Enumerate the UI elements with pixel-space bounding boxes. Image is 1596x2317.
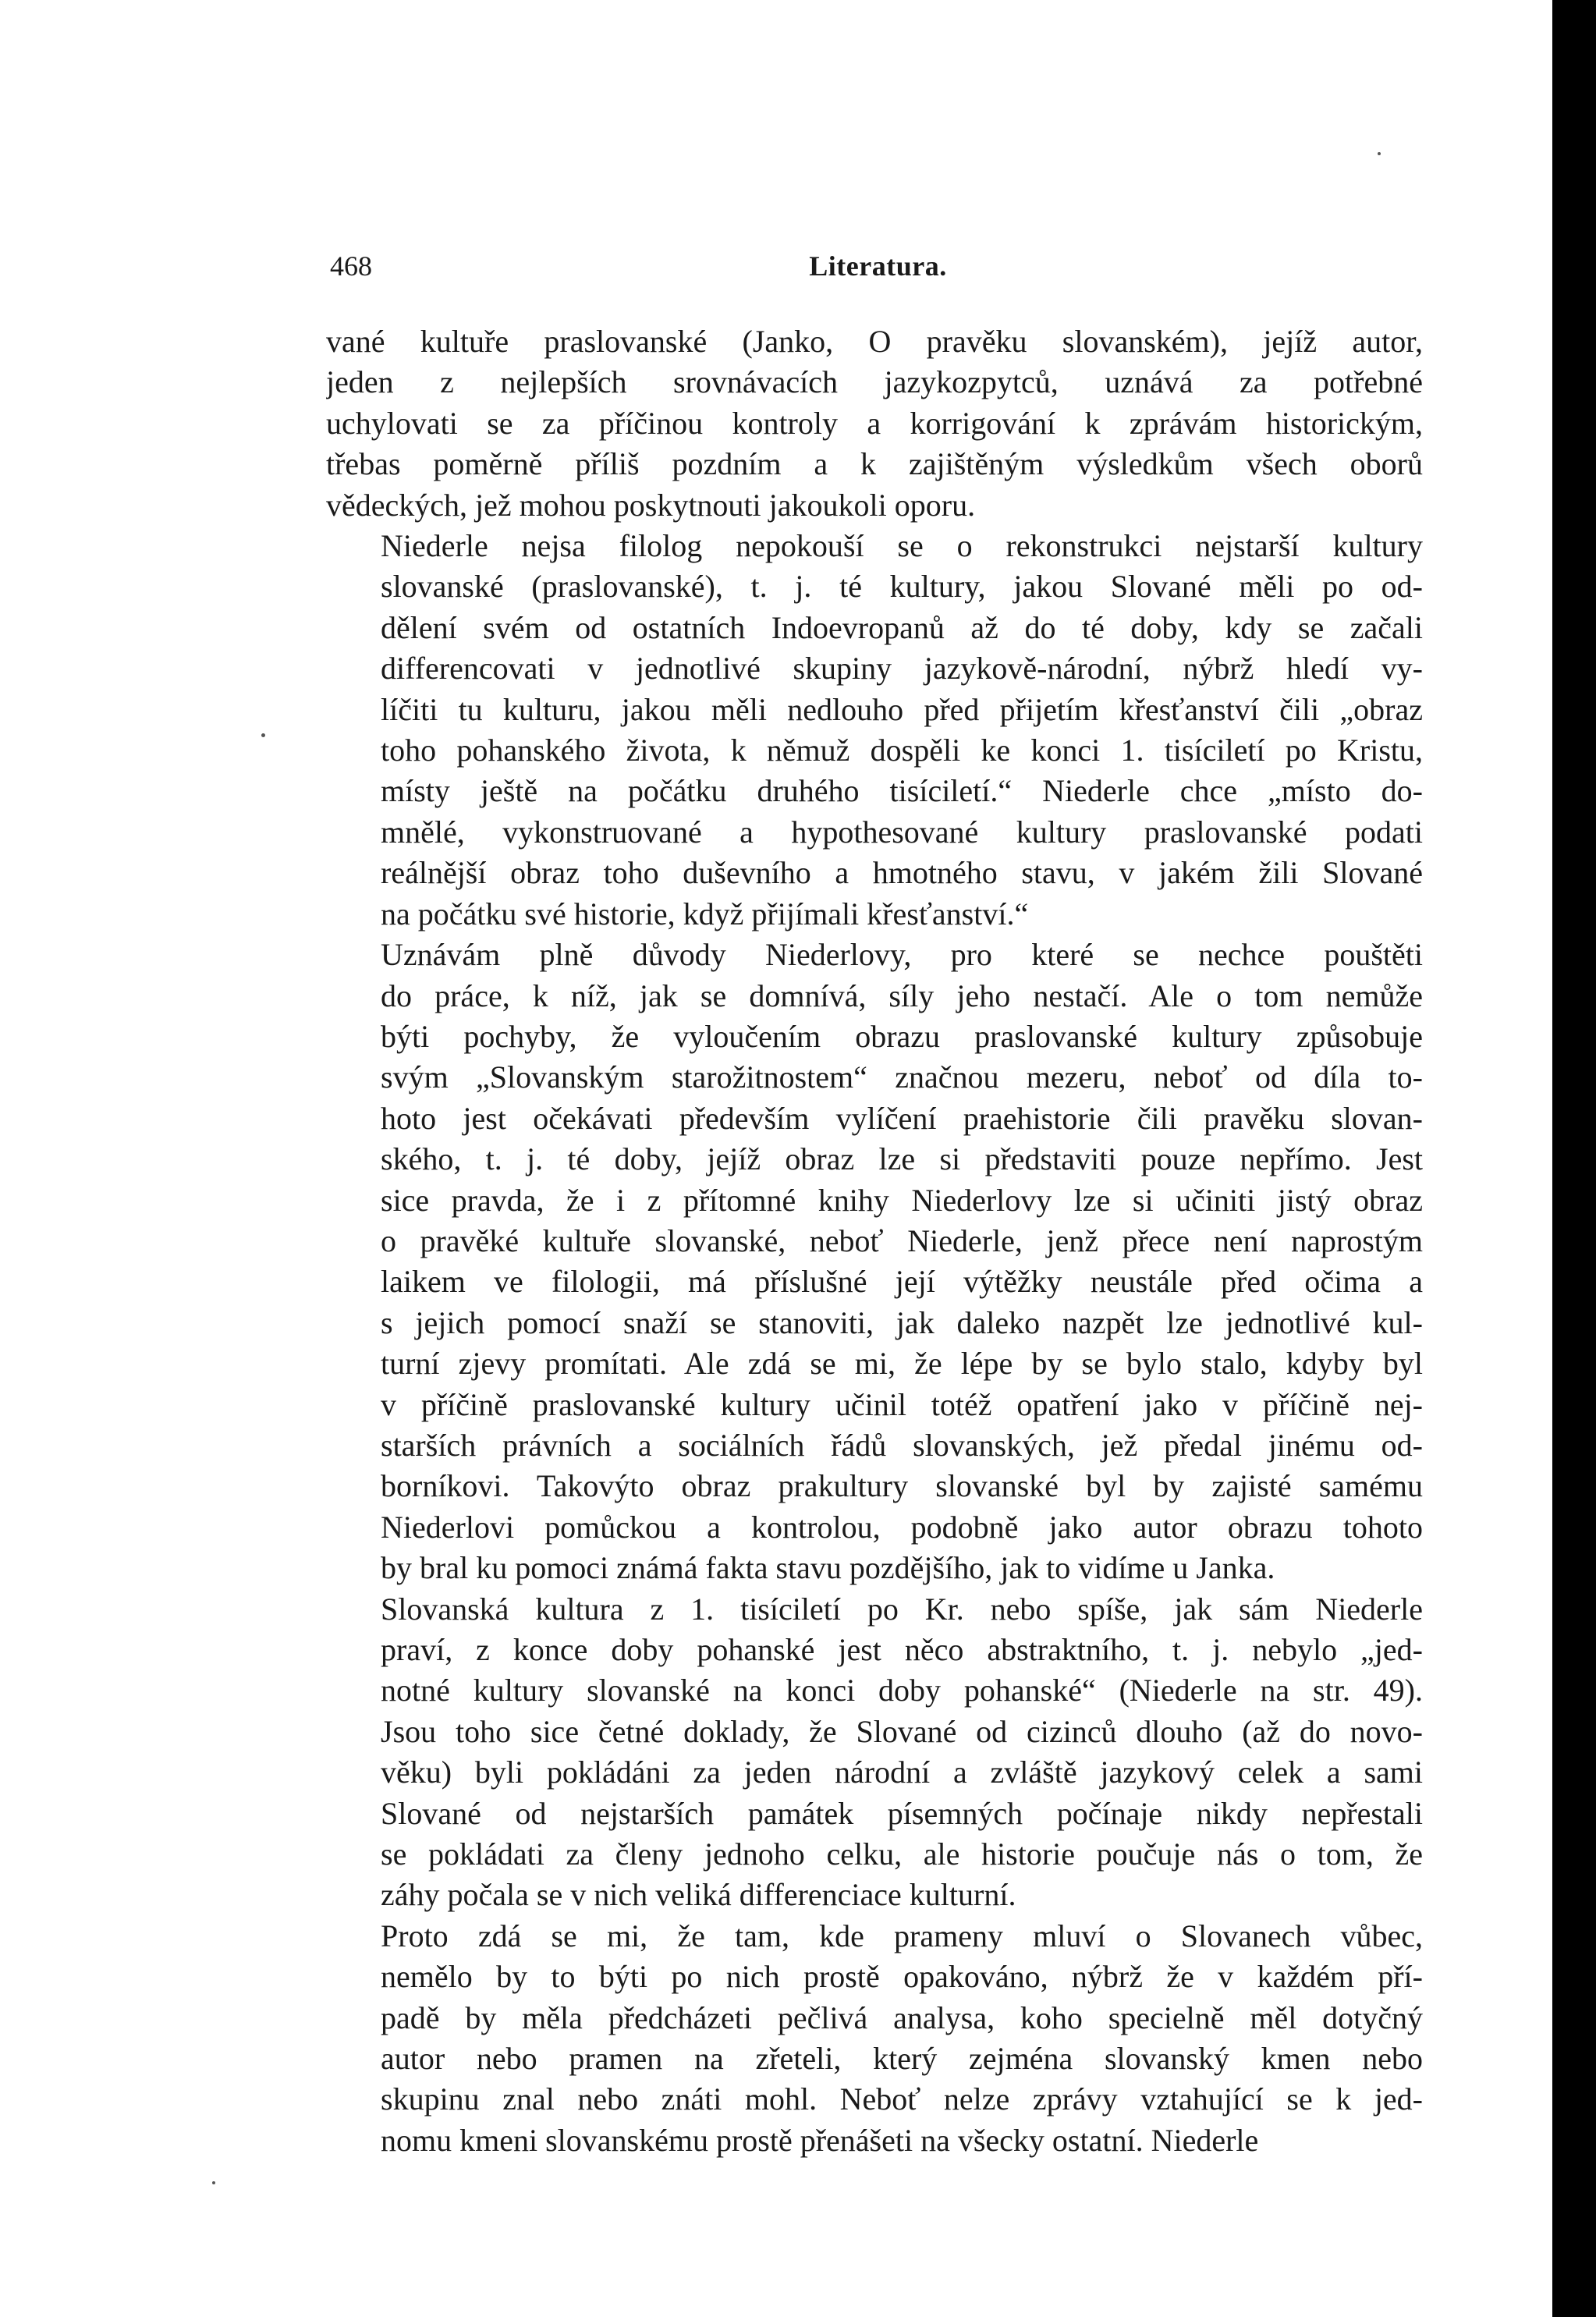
text-line: ského, t. j. té doby, jejíž obraz lze si představiti pouze nepřímo. Jest bbox=[381, 1141, 1423, 1177]
text-line: třebas poměrně příliš pozdním a k zajištěným výsledkům všech oborů bbox=[326, 446, 1423, 482]
text-line: notné kultury slovanské na konci doby pohanské“ (Niederle na str. 49). bbox=[381, 1673, 1423, 1708]
text-line: Slované od nejstarších památek písemných počínaje nikdy nepřestali bbox=[381, 1795, 1423, 1831]
paragraph bbox=[326, 526, 1423, 935]
text-line: Niederle nejsa filolog nepokouší se o rekonstrukci nejstarší kultury bbox=[381, 528, 1423, 564]
text-line: jeden z nejlepších srovnávacích jazykozpytců, uznává za potřebné bbox=[326, 364, 1423, 400]
text-line: se pokládati za členy jednoho celku, ale historie poučuje nás o tom, že bbox=[381, 1836, 1423, 1872]
text-line: s jejich pomocí snaží se stanoviti, jak daleko nazpět lze jednotlivé kul- bbox=[381, 1304, 1423, 1340]
text-line: věku) byli pokládáni za jeden národní a zvláště jazykový celek a sami bbox=[381, 1755, 1423, 1790]
text-line: býti pochyby, že vyloučením obrazu praslovanské kultury způsobuje bbox=[381, 1018, 1423, 1054]
text-line: na počátku své historie, když přijímali křesťanství.“ bbox=[381, 896, 1029, 931]
text-line: v příčině praslovanské kultury učinil totéž opatření jako v příčině nej- bbox=[381, 1386, 1423, 1422]
running-title: Literatura. bbox=[809, 250, 947, 282]
text-line: by bral ku pomoci známá fakta stavu pozdějšího, jak to vidíme u Janka. bbox=[381, 1550, 1275, 1586]
text-line: svým „Slovanským starožitnostem“ značnou mezeru, neboť od díla to- bbox=[381, 1059, 1423, 1095]
scan-border bbox=[1552, 0, 1596, 2317]
text-line: Uznávám plně důvody Niederlovy, pro které se nechce pouštěti bbox=[381, 937, 1423, 973]
text-line: uchylovati se za příčinou kontroly a korrigování k zprávám historickým, bbox=[326, 405, 1423, 441]
text-line: hoto jest očekávati především vylíčení praehistorie čili pravěku slovan- bbox=[381, 1100, 1423, 1136]
text-line: nomu kmeni slovanskému prostě přenášeti na všecky ostatní. Niederle bbox=[381, 2122, 1259, 2158]
scan-speck bbox=[261, 733, 265, 737]
text-line: záhy počala se v nich veliká differenciace kulturní. bbox=[381, 1877, 1016, 1913]
text-line: dělení svém od ostatních Indoevropanů až do té doby, kdy se začali bbox=[381, 609, 1423, 645]
text-line: vědeckých, jež mohou poskytnouti jakoukoli oporu. bbox=[326, 487, 976, 523]
text-line: turní zjevy promítati. Ale zdá se mi, že lépe by se bylo stalo, kdyby byl bbox=[381, 1346, 1423, 1382]
scan-speck bbox=[1378, 152, 1381, 155]
text-line: Jsou toho sice četné doklady, že Slované od cizinců dlouho (až do novo- bbox=[381, 1713, 1423, 1749]
text-line: skupinu znal nebo znáti mohl. Neboť nelze zprávy vztahující se k jed- bbox=[381, 2081, 1423, 2117]
text-line: praví, z konce doby pohanské jest něco abstraktního, t. j. nebylo „jed- bbox=[381, 1632, 1423, 1667]
text-line: laikem ve filologii, má příslušné její výtěžky neustále před očima a bbox=[381, 1264, 1423, 1300]
text-line: autor nebo pramen na zřeteli, který zejména slovanský kmen nebo bbox=[381, 2041, 1423, 2077]
text-line: starších právních a sociálních řádů slovanských, jež předal jinému od- bbox=[381, 1427, 1423, 1463]
text-line: líčiti tu kulturu, jakou měli nedlouho před přijetím křesťanství čili „obraz bbox=[381, 691, 1423, 727]
text-line: Slovanská kultura z 1. tisíciletí po Kr. nebo spíše, jak sám Niederle bbox=[381, 1591, 1423, 1627]
text-line: mnělé, vykonstruované a hypothesované kultury praslovanské podati bbox=[381, 814, 1423, 850]
body-text bbox=[326, 321, 1423, 2161]
text-line: padě by měla předcházeti pečlivá analysa, koho specielně měl dotyčný bbox=[381, 1999, 1423, 2035]
text-line: místy ještě na počátku druhého tisíciletí.“ Niederle chce „místo do- bbox=[381, 773, 1423, 809]
paragraph bbox=[326, 321, 1423, 526]
paragraph bbox=[326, 1916, 1423, 2161]
text-line: slovanské (praslovanské), t. j. té kultury, jakou Slované měli po od- bbox=[381, 569, 1423, 605]
text-line: differencovati v jednotlivé skupiny jazykově-národní, nýbrž hledí vy- bbox=[381, 651, 1423, 687]
text-line: borníkovi. Takovýto obraz prakultury slovanské byl by zajisté samému bbox=[381, 1468, 1423, 1504]
page-header bbox=[330, 250, 1426, 296]
text-line: do práce, k níž, jak se domnívá, síly jeho nestačí. Ale o tom nemůže bbox=[381, 978, 1423, 1013]
text-line: Proto zdá se mi, že tam, kde prameny mluví o Slovanech vůbec, bbox=[381, 1918, 1423, 1953]
text-line: Niederlovi pomůckou a kontrolou, podobně jako autor obrazu tohoto bbox=[381, 1509, 1423, 1545]
text-line: nemělo by to býti po nich prostě opakováno, nýbrž že v každém pří- bbox=[381, 1959, 1423, 1995]
text-line: sice pravda, že i z přítomné knihy Niederlovy lze si učiniti jistý obraz bbox=[381, 1182, 1423, 1218]
page-number: 468 bbox=[330, 250, 372, 282]
paragraph bbox=[326, 1589, 1423, 1916]
text-line: o pravěké kultuře slovanské, neboť Niederle, jenž přece není naprostým bbox=[381, 1222, 1423, 1258]
text-line: vané kultuře praslovanské (Janko, O pravěku slovanském), jejíž autor, bbox=[326, 324, 1423, 359]
text-line: toho pohanského života, k němuž dospěli ke konci 1. tisíciletí po Kristu, bbox=[381, 733, 1423, 768]
text-line: reálnější obraz toho duševního a hmotného stavu, v jakém žili Slované bbox=[381, 855, 1423, 891]
paragraph bbox=[326, 935, 1423, 1589]
scan-speck bbox=[212, 2181, 215, 2184]
